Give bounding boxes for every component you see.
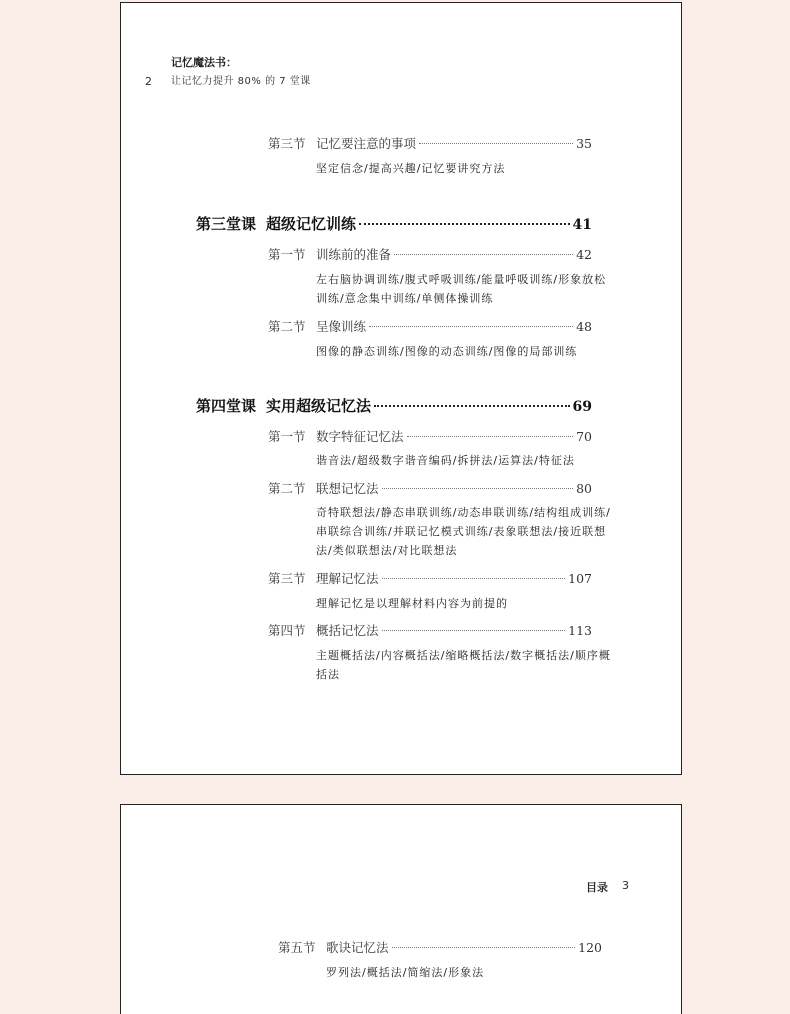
page-number: 3 [622,879,629,892]
lesson-title: 超级记忆训练 [266,215,357,233]
leader-dots [419,143,573,144]
section-description: 主题概括法/内容概括法/缩略概括法/数字概括法/顺序概括法 [316,649,611,681]
book-subtitle: 让记忆力提升 80% 的 7 堂课 [171,76,311,87]
toc-entry[interactable] [268,317,592,335]
leader-dots [382,488,574,489]
page-ref: 70 [576,429,592,444]
leader-dots [382,578,566,579]
section-title: 训练前的准备 [316,247,392,262]
lesson-label: 第四堂课 [196,397,257,415]
book-title: 记忆魔法书： [171,56,237,69]
section-description: 奇特联想法/静态串联训练/动态串联训练/结构组成训练/串联综合训练/并联记忆模式训练/表象联想法/接近联想法/类似联想法/对比联想法 [316,506,611,557]
page-ref: 48 [576,319,592,334]
section-label: 第四节 [268,623,306,638]
page-ref: 35 [576,136,592,151]
section-label: 第三节 [268,571,306,586]
toc-entry[interactable] [268,427,592,445]
section-label: 第三节 [268,136,306,151]
section-title: 理解记忆法 [316,571,379,586]
leader-dots [382,630,566,631]
section-label: 第五节 [278,940,316,955]
section-label: 第一节 [268,429,306,444]
section-description: 谐音法/超级数字谐音编码/拆拼法/运算法/特征法 [316,454,575,467]
toc-entry[interactable] [268,134,592,152]
running-header [145,55,311,89]
section-description: 罗列法/概括法/简缩法/形象法 [326,966,485,979]
page-ref: 120 [578,940,602,955]
section-title: 记忆要注意的事项 [316,136,417,151]
section-title: 数字特征记忆法 [316,429,404,444]
book-page-right [120,804,682,1014]
page-ref: 41 [572,217,592,233]
section-description: 左右脑协调训练/腹式呼吸训练/能量呼吸训练/形象放松训练/意念集中训练/单侧体操训练 [316,273,607,305]
page-ref: 42 [576,247,592,262]
toc-heading: 目录 [586,881,608,894]
toc-lesson[interactable] [196,395,592,416]
section-label: 第二节 [268,481,306,496]
toc-entry[interactable] [268,245,592,263]
book-page-left [120,2,682,775]
page-ref: 69 [572,399,592,415]
section-title: 呈像训练 [316,319,367,334]
section-description: 坚定信念/提高兴趣/记忆要讲究方法 [316,162,506,175]
section-description: 图像的静态训练/图像的动态训练/图像的局部训练 [316,345,578,358]
section-title: 歌诀记忆法 [326,940,389,955]
leader-dots [374,405,570,407]
toc-lesson[interactable] [196,213,592,234]
leader-dots [407,436,574,437]
page-number: 2 [145,75,152,88]
page-ref: 113 [568,623,592,638]
leader-dots [392,947,576,948]
toc-entry[interactable] [268,479,592,497]
leader-dots [369,326,573,327]
lesson-label: 第三堂课 [196,215,257,233]
section-label: 第一节 [268,247,306,262]
running-header [586,879,629,895]
toc-entry[interactable] [268,569,592,587]
leader-dots [359,223,570,225]
lesson-title: 实用超级记忆法 [266,397,372,415]
leader-dots [394,254,573,255]
page-ref: 80 [576,481,592,496]
page-ref: 107 [568,571,592,586]
toc-entry[interactable] [278,938,602,956]
section-title: 联想记忆法 [316,481,379,496]
toc-entry[interactable] [268,621,592,639]
section-label: 第二节 [268,319,306,334]
section-description: 理解记忆是以理解材料内容为前提的 [316,597,508,610]
section-title: 概括记忆法 [316,623,379,638]
